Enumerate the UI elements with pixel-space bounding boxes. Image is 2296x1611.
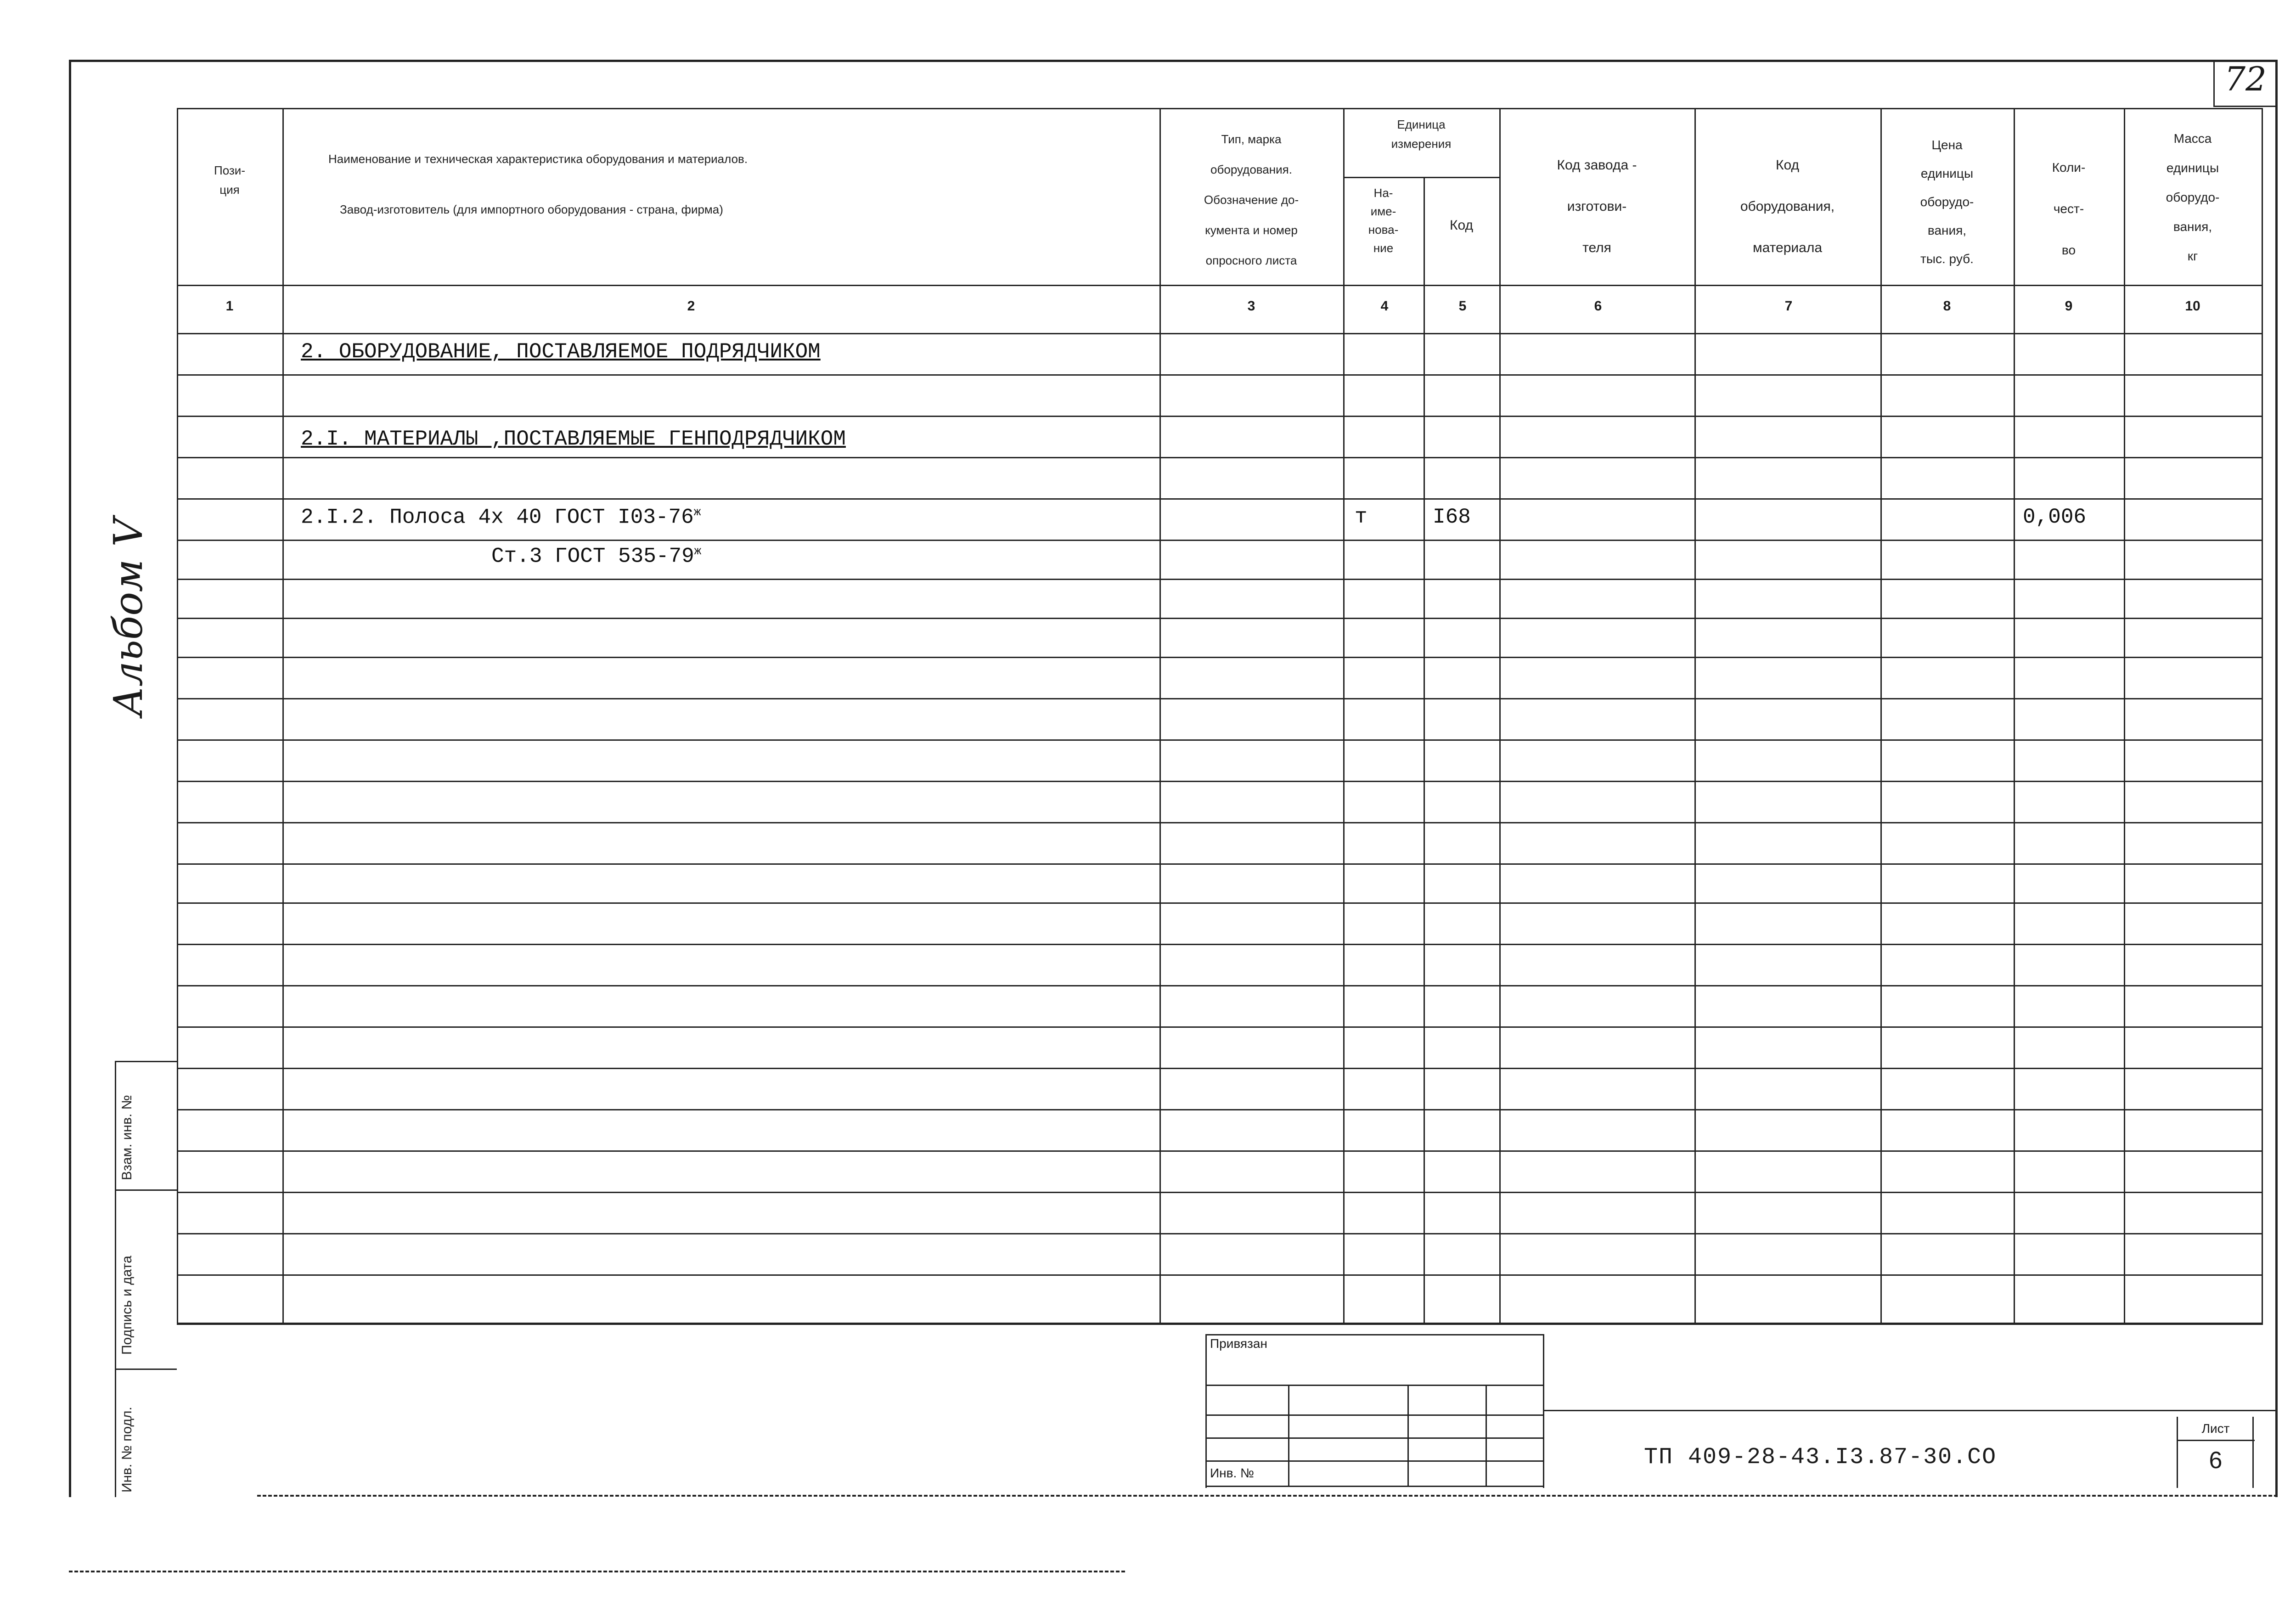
col-line-6: [1694, 108, 1696, 1325]
corner-box-left: [2213, 60, 2215, 106]
col-line-9: [2124, 108, 2125, 1325]
stamp-line: [2177, 1417, 2178, 1488]
row-line: [177, 416, 2262, 417]
frame-left: [69, 60, 71, 1497]
row-line: [177, 781, 2262, 782]
item-unit: т: [1355, 505, 1367, 529]
hdr-col3: Тип, марка оборудования. Обозначение до- кумента и номер опросного листа: [1204, 132, 1299, 267]
section-title: 2. ОБОРУДОВАНИЕ, ПОСТАВЛЯЕМОЕ ПОДРЯДЧИКОМ: [301, 340, 821, 364]
row-line: [177, 1192, 2262, 1193]
stamp-line: [1486, 1385, 1487, 1486]
unit-group-line: [1343, 177, 1499, 178]
col-line-8: [2014, 108, 2015, 1325]
stamp-line: [1205, 1334, 1544, 1335]
side-stamp-line: [115, 1061, 177, 1062]
colnum-4: 4: [1380, 299, 1389, 314]
stamp-line: [1205, 1334, 1207, 1488]
col-line-10: [2262, 108, 2263, 1325]
hdr-col7: Код оборудования, материала: [1740, 158, 1835, 255]
sheet-number: 6: [2209, 1447, 2223, 1474]
hdr-unit-group: Единица измерения: [1391, 118, 1452, 151]
colnum-10: 10: [2185, 299, 2200, 314]
item-name-steel: Ст.3 ГОСТ $535-79^ж$: [491, 544, 702, 569]
bottom-frame-line: [257, 1495, 2278, 1497]
item-name: 2.I.2. Полоса 4х 40 ГОСТ $I03-76^ж$: [301, 505, 701, 529]
col-line-4: [1424, 177, 1425, 1325]
frame-right: [2275, 60, 2278, 1497]
hdr-col6: Код завода - изготови- теля: [1557, 158, 1637, 255]
col-line-1: [282, 108, 284, 1325]
colnum-7: 7: [1784, 299, 1793, 314]
frame-top: [69, 60, 2278, 62]
row-line: [177, 374, 2262, 376]
hdr-col9: Коли- чест- во: [2052, 160, 2086, 257]
row-line: [177, 457, 2262, 458]
table-bottom-line: [177, 1323, 2262, 1325]
stamp-line: [2177, 1440, 2255, 1441]
side-stamp-line: [115, 1369, 177, 1370]
colnum-8: 8: [1943, 299, 1951, 314]
header-bottom-line: [177, 285, 2262, 286]
row-line: [177, 1109, 2262, 1110]
stamp-line: [2252, 1417, 2254, 1488]
hdr-col5: Код: [1449, 218, 1473, 233]
stamp-line: [1543, 1410, 2278, 1411]
colnum-9: 9: [2065, 299, 2073, 314]
colnum-5: 5: [1458, 299, 1467, 314]
row-line: [177, 1274, 2262, 1276]
row-line: [177, 985, 2262, 986]
stamp-line: [1205, 1460, 1544, 1462]
stamp-line: [1407, 1385, 1409, 1486]
subsection-title: 2.I. МАТЕРИАЛЫ ,ПОСТАВЛЯЕМЫЕ ГЕНПОДРЯДЧИКОМ: [301, 427, 846, 451]
col-line-7: [1880, 108, 1882, 1325]
colnum-bottom-line: [177, 333, 2262, 334]
colnum-3: 3: [1247, 299, 1255, 314]
stamp-inv-no: Инв. №: [1210, 1466, 1255, 1480]
corner-sheet-number: 72: [2224, 60, 2267, 98]
colnum-1: 1: [225, 299, 234, 314]
row-line: [177, 863, 2262, 865]
row-line: [177, 1068, 2262, 1069]
album-label: Альбом V: [106, 518, 152, 716]
row-line: [177, 902, 2262, 904]
row-line: [177, 1026, 2262, 1028]
row-line: [177, 1233, 2262, 1234]
stamp-line: [1205, 1486, 1544, 1487]
col-line-2: [1159, 108, 1161, 1325]
hdr-col10: Масса единицы оборудо- вания, кг: [2166, 131, 2220, 263]
col-line-3: [1343, 108, 1345, 1325]
row-line: [177, 739, 2262, 741]
row-line: [177, 540, 2262, 541]
side-stamp-signature-date: Подпись и дата: [119, 1256, 135, 1355]
row-line: [177, 698, 2262, 699]
row-line: [177, 1150, 2262, 1152]
cut-line: [69, 1571, 1125, 1572]
row-line: [177, 579, 2262, 580]
colnum-2: 2: [687, 299, 695, 314]
stamp-line: [1288, 1385, 1289, 1486]
colnum-6: 6: [1594, 299, 1602, 314]
hdr-col2-line1: Наименование и техническая характеристика оборудования и материалов.: [328, 152, 748, 166]
hdr-col1: Пози- ция: [214, 163, 245, 197]
row-line: [177, 822, 2262, 823]
side-stamp-replace-inv: Взам. инв. №: [119, 1095, 135, 1180]
side-stamp-line: [115, 1189, 177, 1191]
document-code: ТП 409-28-43.I3.87-30.CO: [1644, 1444, 1997, 1470]
row-line: [177, 498, 2262, 500]
hdr-col4: На- имe- нова- ние: [1368, 186, 1399, 255]
hdr-col2-line2: Завод-изготовитель (для импортного оборудования - страна, фирма): [340, 203, 723, 216]
table-top-line: [177, 108, 2262, 109]
row-line: [177, 944, 2262, 945]
row-line: [177, 618, 2262, 619]
row-line: [177, 657, 2262, 658]
side-stamp-line: [115, 1061, 116, 1497]
stamp-line: [1205, 1385, 1544, 1386]
hdr-col8: Цена единицы оборудо- вания, тыс. руб.: [1920, 138, 1974, 266]
stamp-line: [1205, 1414, 1544, 1416]
col-line-5: [1499, 108, 1501, 1325]
stamp-line: [1205, 1437, 1544, 1439]
stamp-privyazan: Привязан: [1210, 1336, 1267, 1351]
item-quantity: 0,006: [2023, 505, 2087, 529]
col-line-0: [177, 108, 178, 1325]
sheet-label: Лист: [2201, 1421, 2230, 1436]
side-stamp-inv-original: Инв. № подл.: [119, 1407, 135, 1493]
item-code: I68: [1433, 505, 1471, 529]
corner-box-bottom: [2213, 106, 2278, 107]
